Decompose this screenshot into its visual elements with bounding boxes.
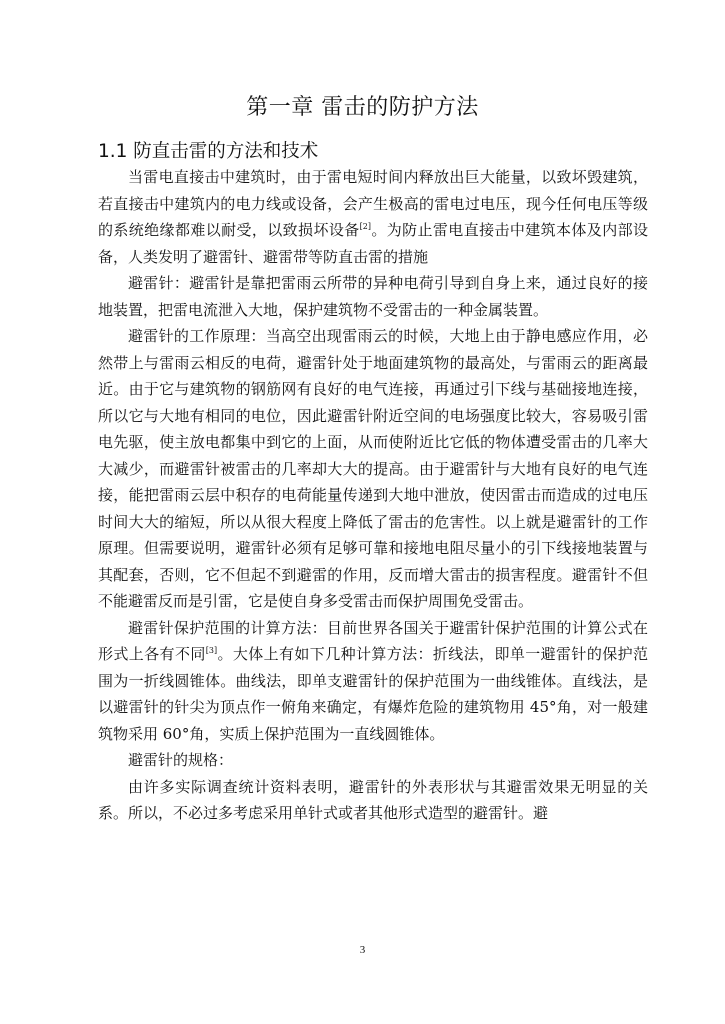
page-number: 3 bbox=[359, 944, 366, 956]
paragraph-text: 当雷电直接击中建筑时，由于雷电短时间内释放出巨大能量，以致坏毁建筑，若直接击中建筑内的电力线或设备，会产生极高的雷电过电压，现今任何电压等级的系统绝缘都难以耐受，以致损坏设备 bbox=[98, 168, 648, 239]
citation-ref: [3] bbox=[205, 646, 218, 655]
paragraph-text: 避雷针的工作原理：当高空出现雷雨云的时候，大地上由于静电感应作用，必然带上与雷雨云相反的电荷，避雷针处于地面建筑物的最高处，与雷雨云的距离最近。由于它与建筑物的钢筋网有良好的电气连接，再通过引下线与基础接地连接，所以它与大地有相同的电位，因此避雷针附近空间的电场强度比较大，容易吸引雷电先驱，使主放电都集中到它的上面，从而使附近比它低的物体遭受雷击的几率大大减少，而避雷针被雷击的几率却大大的提高。由于避雷针与大地有良好的电气连接，能把雷雨云层中积存的电荷能量传递到大地中泄放，使因雷击而造成的过电压时间大大的缩短，所以从很大程度上降低了雷击的危害性。以上就是避雷针的工作原理。但需要说明，避雷针必须有足够可靠和接地电阻尽量小的引下线接地装置与其配套，否则，它不但起不到避雷的作用，反而增大雷击的损害程度。避雷针不但不能避雷反而是引雷，它是使自身多受雷击而保护周围免受雷击。 bbox=[98, 327, 648, 610]
paragraph-text: 。为防止雷电直接击中建筑本体及内部设备，人类发明了避雷针、避雷带等防直击雷的措施 bbox=[98, 221, 648, 266]
paragraph-text: 避雷针的规格： bbox=[128, 751, 234, 769]
chapter-title: 第一章 雷击的防护方法 bbox=[246, 95, 479, 120]
paragraph-text: 由许多实际调查统计资料表明，避雷针的外表形状与其避雷效果无明显的关系。所以，不必过多考虑采用单针式或者其他形式造型的避雷针。避 bbox=[98, 777, 648, 822]
paragraph-text: 。大体上有如下几种计算方法：折线法，即单一避雷针的保护范围为一折线圆锥体。曲线法，即单支避雷针的保护范围为一曲线锥体。直线法，是以避雷针的针尖为顶点作一俯角来确定，有爆炸危险的建筑物用 45°角，对一般建筑物采用 60°角，实质上保护范围为一直线圆锥体。 bbox=[98, 645, 648, 743]
paragraph-text: 避雷针保护范围的计算方法：目前世界各国关于避雷针保护范围的计算公式在形式上各有不同 bbox=[98, 618, 648, 663]
paragraph bbox=[98, 270, 648, 323]
paragraph-text: 避雷针：避雷针是靠把雷雨云所带的异种电荷引导到自身上来，通过良好的接地装置，把雷电流泄入大地，保护建筑物不受雷击的一种金属装置。 bbox=[98, 274, 648, 319]
citation-ref: [2] bbox=[359, 222, 371, 231]
paragraph bbox=[98, 774, 648, 827]
section-title: 1.1 防直击雷的方法和技术 bbox=[98, 141, 319, 162]
body-text bbox=[98, 164, 648, 827]
paragraph bbox=[98, 747, 648, 774]
paragraph bbox=[98, 323, 648, 615]
paragraph bbox=[98, 615, 648, 748]
paragraph bbox=[98, 164, 648, 270]
